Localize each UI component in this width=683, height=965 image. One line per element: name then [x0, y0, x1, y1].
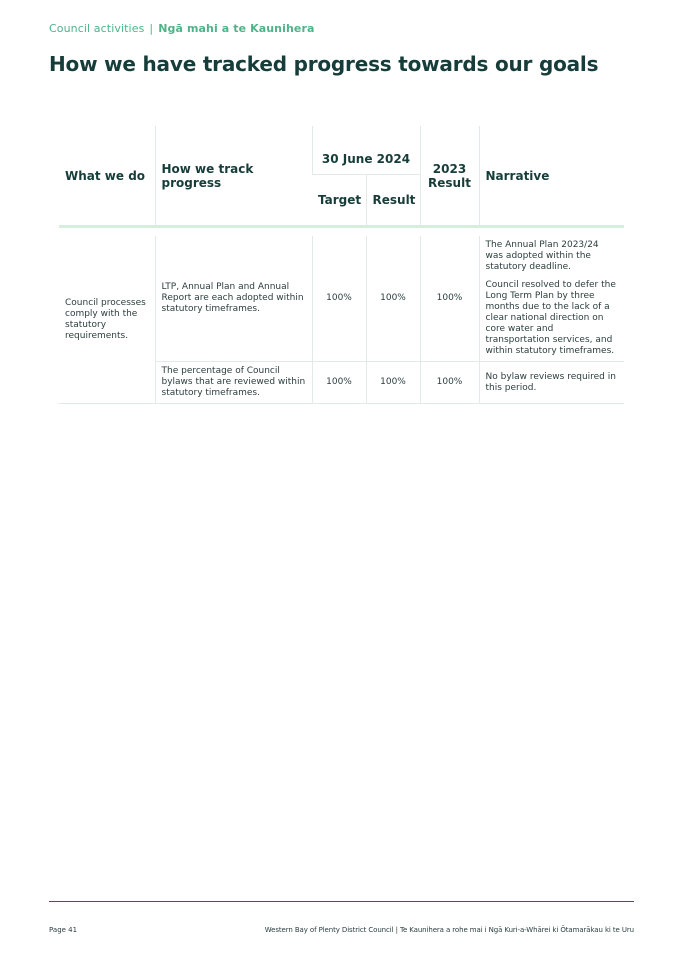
- header-how-we-track: How we track progress: [155, 126, 312, 227]
- narrative-cell: [479, 236, 624, 362]
- header-target: Target: [312, 175, 366, 227]
- what-we-do-cell: Council processes comply with the statutory requirements.: [59, 236, 155, 404]
- table-row: [59, 236, 624, 362]
- footer-organisation: Western Bay of Plenty District Council | Te Kaunihera a rohe mai i Ngā Kuri-a-Whārei ki Ōtamarākau ki te Uru: [264, 926, 634, 934]
- table-header-row: [59, 126, 624, 175]
- header-what-we-do: What we do: [65, 168, 146, 183]
- progress-table: [59, 126, 624, 404]
- result-cell: 100%: [366, 362, 420, 404]
- header-period: 30 June 2024: [312, 126, 420, 175]
- section-label-english: Council activities: [49, 22, 145, 35]
- narrative-cell: [479, 362, 624, 404]
- page-title: How we have tracked progress towards our goals: [49, 52, 599, 76]
- header-prior-result: 2023 Result: [420, 126, 479, 227]
- header-result: Result: [366, 175, 420, 227]
- prior-result-cell: 100%: [420, 236, 479, 362]
- result-cell: 100%: [366, 236, 420, 362]
- prior-result-cell: 100%: [420, 362, 479, 404]
- page-number: Page 41: [49, 926, 78, 934]
- narrative-paragraph: The Annual Plan 2023/24 was adopted within the statutory deadline.: [485, 240, 599, 272]
- section-label-separator: |: [149, 22, 154, 35]
- section-label: [49, 22, 315, 35]
- target-cell: 100%: [312, 236, 366, 362]
- measure-cell: The percentage of Council bylaws that are reviewed within statutory timeframes.: [155, 362, 312, 404]
- target-cell: 100%: [312, 362, 366, 404]
- narrative-paragraph: Council resolved to defer the Long Term Plan by three months due to the lack of a clear national direction on core water and transportation services, and within statutory timeframes.: [485, 280, 616, 356]
- measure-cell: LTP, Annual Plan and Annual Report are each adopted within statutory timeframes.: [155, 236, 312, 362]
- header-narrative: Narrative: [479, 126, 624, 227]
- section-label-maori: Ngā mahi a te Kaunihera: [158, 22, 315, 35]
- header-divider: [59, 227, 624, 237]
- footer-divider: [49, 901, 634, 902]
- narrative-paragraph: No bylaw reviews required in this period.: [485, 371, 616, 393]
